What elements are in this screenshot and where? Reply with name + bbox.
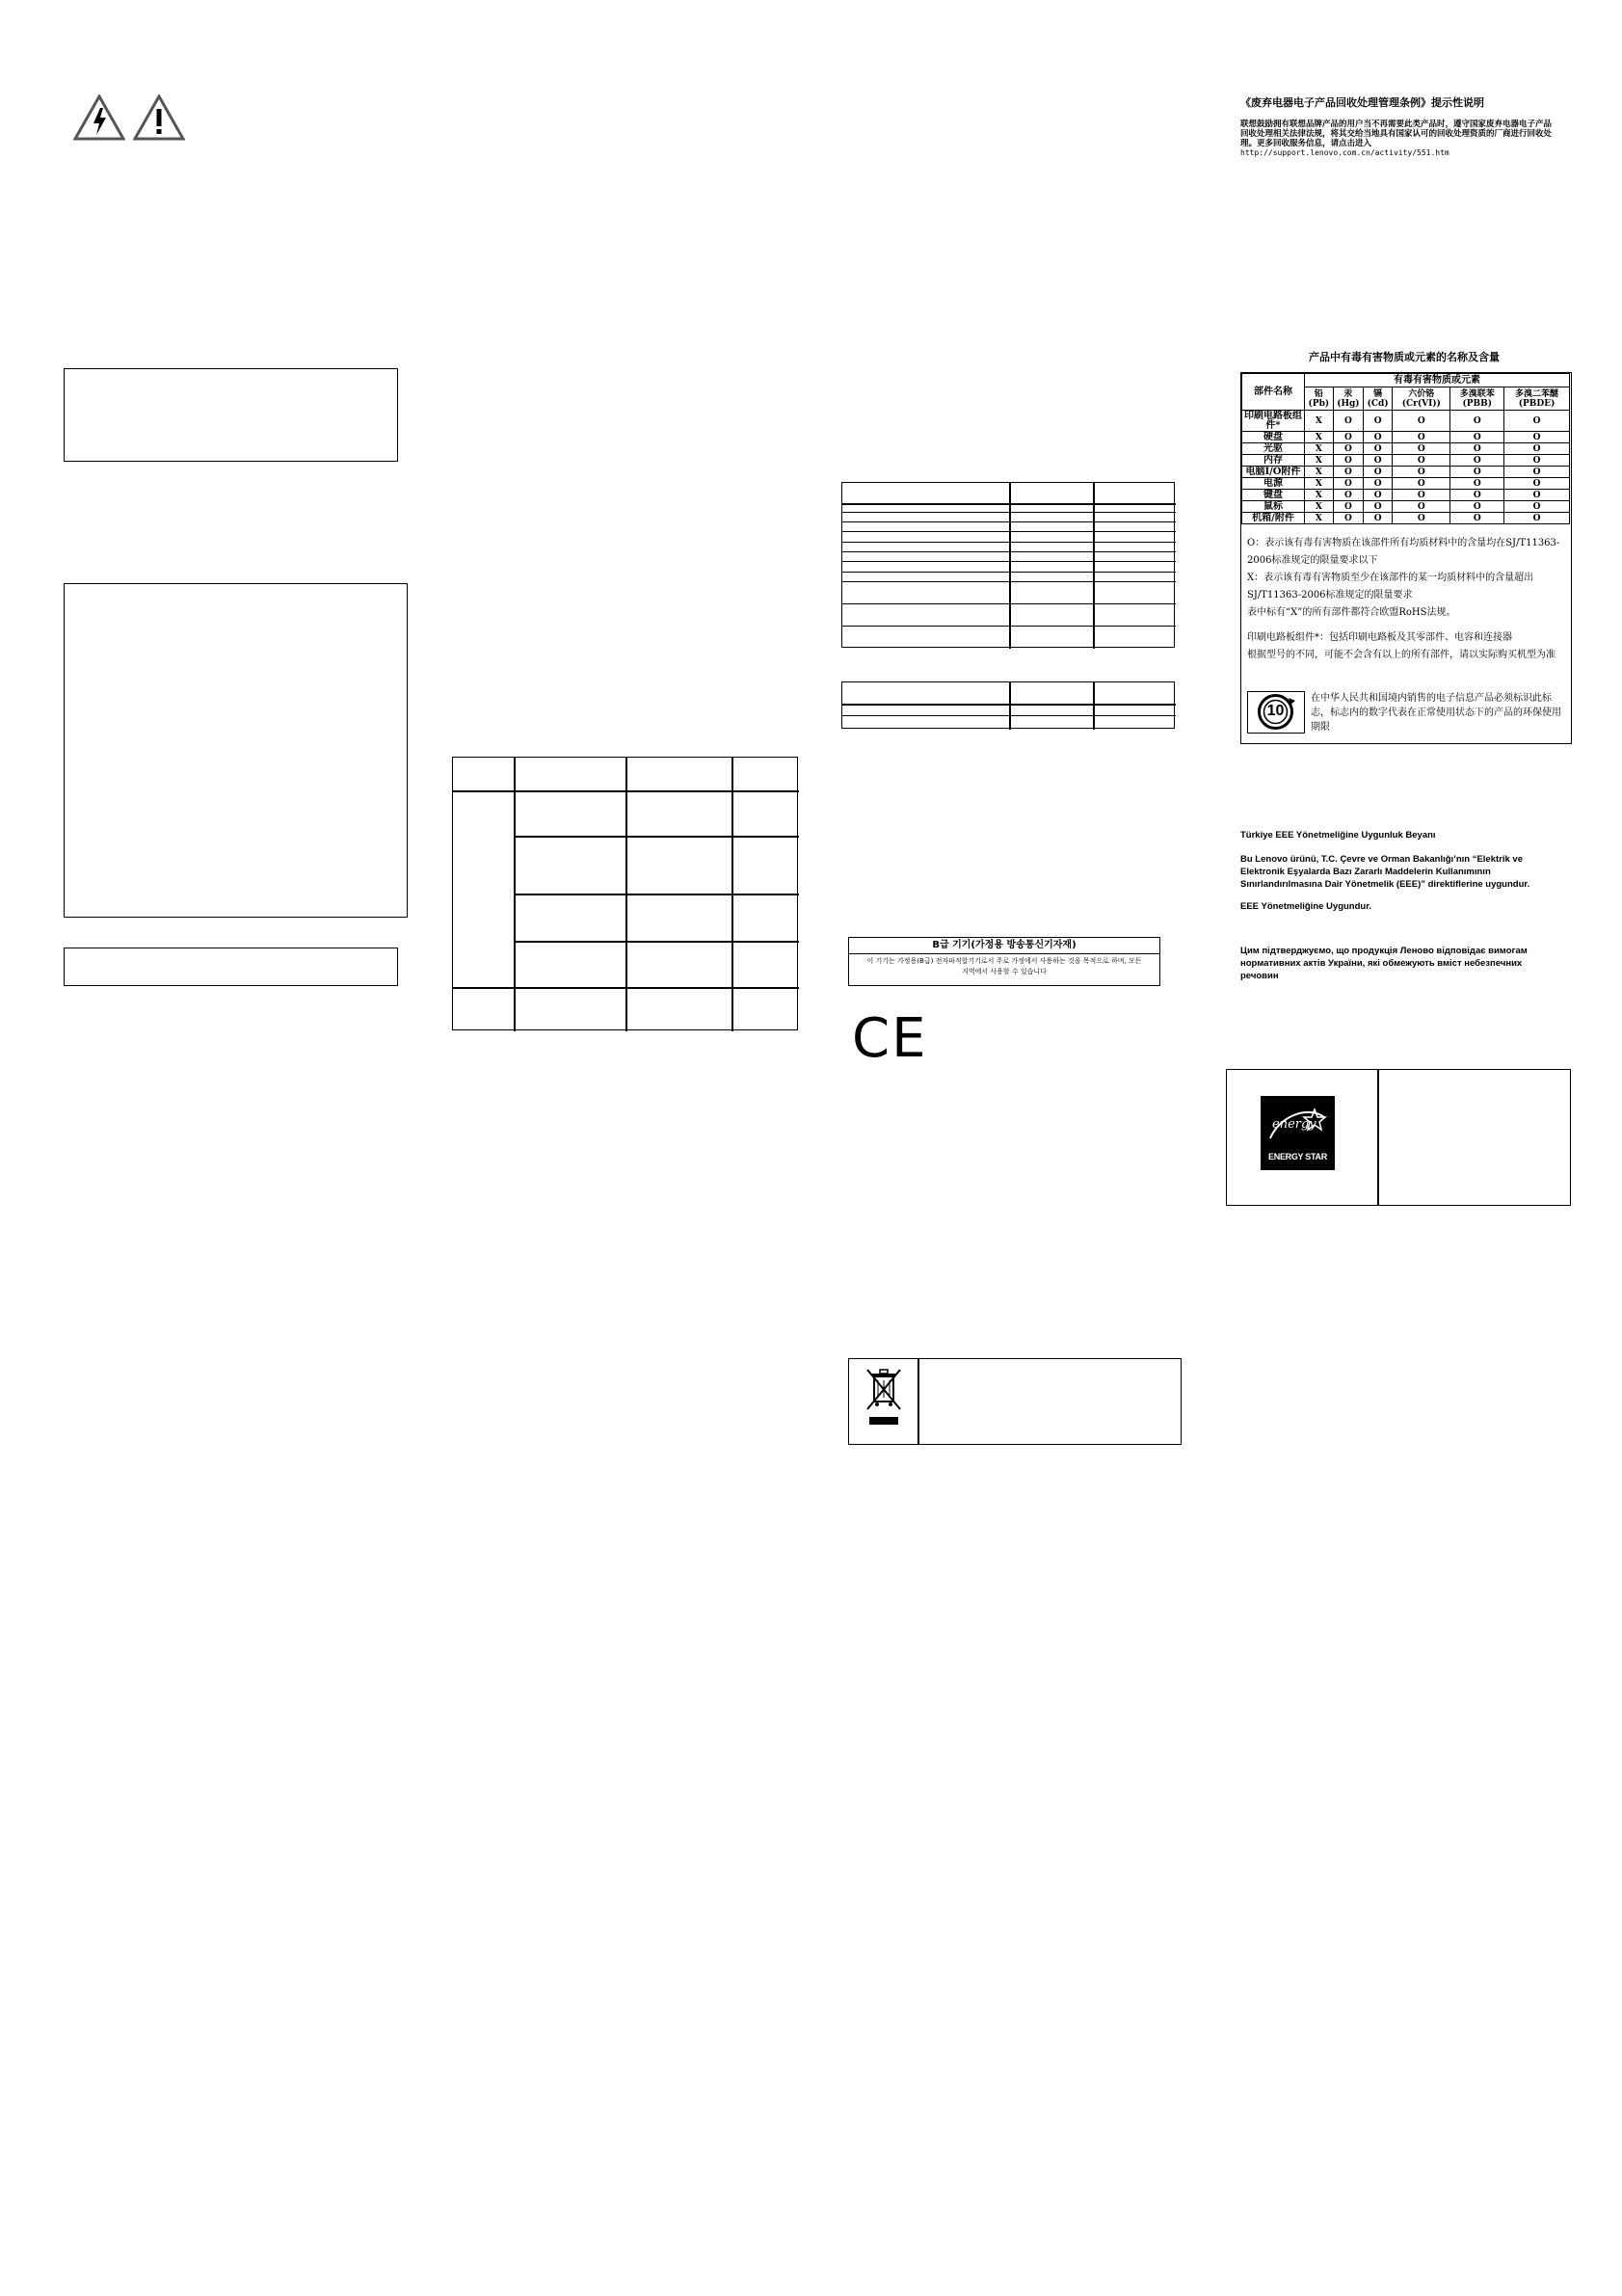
turkey-conform: EEE Yönetmeliğine Uygundur. — [1240, 901, 1372, 912]
rohs-row — [1242, 467, 1570, 478]
china-weee-title: 《废弃电器电子产品回收处理管理条例》提示性说明 — [1240, 96, 1484, 109]
rohs-note-o: O：表示该有毒有害物质在该部件所有均质材料中的含量均在SJ/T11363-2006标准规定的限量要求以下 — [1247, 538, 1560, 566]
rohs-value: O — [1504, 443, 1570, 455]
rohs-value: O — [1364, 432, 1393, 443]
rohs-value: X — [1305, 478, 1334, 490]
column2-table — [452, 757, 798, 1030]
rohs-value: O — [1450, 478, 1504, 490]
rohs-substance-header: 铅(Pb) — [1305, 387, 1334, 411]
rohs-note-rohs: 表中标有“X”的所有部件都符合欧盟RoHS法规。 — [1247, 607, 1456, 618]
column3-table-1 — [841, 482, 1175, 648]
rohs-value: O — [1333, 513, 1363, 524]
rohs-substance-header: 汞(Hg) — [1333, 387, 1363, 411]
rohs-value: O — [1333, 467, 1363, 478]
rohs-value: O — [1504, 432, 1570, 443]
rohs-part-name: 鼠标 — [1242, 501, 1305, 513]
energy-star-text: ENERGY STAR — [1268, 1152, 1327, 1161]
rohs-value: O — [1504, 490, 1570, 501]
weee-box — [848, 1358, 1182, 1445]
rohs-value: O — [1364, 478, 1393, 490]
rohs-value: O — [1333, 443, 1363, 455]
rohs-panel — [1240, 372, 1572, 744]
rohs-value: X — [1305, 411, 1334, 432]
rohs-value: O — [1333, 411, 1363, 432]
rohs-row — [1242, 455, 1570, 467]
efup-text: 在中华人民共和国境内销售的电子信息产品必须标识此标志，标志内的数字代表在正常使用状态下的产品的环保使用期限 — [1311, 693, 1561, 733]
turkey-title: Türkiye EEE Yönetmeliğine Uygunluk Beyanı — [1240, 830, 1436, 841]
rohs-value: O — [1364, 443, 1393, 455]
rohs-part-name: 光驱 — [1242, 443, 1305, 455]
rohs-value: O — [1450, 513, 1504, 524]
rohs-part-name: 机箱/附件 — [1242, 513, 1305, 524]
rohs-title: 产品中有毒有害物质或元素的名称及含量 — [1309, 351, 1500, 363]
ukraine-statement: Цим підтверджуємо, що продукція Леново відповідає вимогам нормативних актів України, які обмежують вміст небезпечних речовин — [1240, 946, 1528, 981]
turkey-body: Bu Lenovo ürünü, T.C. Çevre ve Orman Bakanlığı’nın “Elektrik ve Elektronik Eşyalarda Bazı Zararlı Maddelerin Kullanımının Sınırlandırılmasına Dair Yönetmelik (EEE)” direktiflerine uygundur. — [1240, 854, 1530, 890]
rohs-part-header: 部件名称 — [1242, 374, 1305, 411]
rohs-value: O — [1393, 455, 1450, 467]
rohs-value: O — [1393, 501, 1450, 513]
rohs-row — [1242, 411, 1570, 432]
rohs-value: O — [1450, 467, 1504, 478]
rohs-value: O — [1393, 490, 1450, 501]
rohs-row — [1242, 501, 1570, 513]
rohs-value: O — [1450, 490, 1504, 501]
rohs-value: O — [1450, 455, 1504, 467]
column3-table-2 — [841, 681, 1175, 729]
rohs-value: O — [1393, 443, 1450, 455]
rohs-value: O — [1393, 478, 1450, 490]
rohs-part-name: 内存 — [1242, 455, 1305, 467]
rohs-value: X — [1305, 443, 1334, 455]
rohs-value: O — [1364, 411, 1393, 432]
electric-shock-warning-icon — [73, 94, 125, 141]
korea-class-b-label — [848, 937, 1160, 986]
efup-number: 10 — [1266, 703, 1285, 719]
rohs-value: O — [1333, 455, 1363, 467]
rohs-value: O — [1393, 513, 1450, 524]
korea-body: 이 기기는 가정용(B급) 전자파적합기기로서 주로 가정에서 사용하는 것을 목적으로 하며, 모든 지역에서 사용할 수 있습니다 — [866, 957, 1142, 975]
china-weee-url: http://support.lenovo.com.cn/activity/551.htm — [1240, 148, 1449, 157]
rohs-substance-header: 六价铬 (Cr(VI)) — [1393, 387, 1450, 411]
rohs-value: X — [1305, 490, 1334, 501]
rohs-value: O — [1504, 455, 1570, 467]
rohs-value: X — [1305, 501, 1334, 513]
rohs-group-header: 有毒有害物质或元素 — [1305, 374, 1570, 387]
rohs-substance-header: 多溴二苯醚 (PBDE) — [1504, 387, 1570, 411]
rohs-value: O — [1364, 501, 1393, 513]
ce-mark-icon: CE — [852, 1007, 928, 1070]
efup-logo — [1247, 691, 1305, 734]
rohs-note-x: X：表示该有毒有害物质至少在该部件的某一均质材料中的含量超出SJ/T11363-2006标准规定的限量要求 — [1247, 573, 1534, 601]
china-weee-notice — [1240, 96, 1558, 158]
rohs-value: O — [1364, 455, 1393, 467]
rohs-value: O — [1393, 411, 1450, 432]
notice-box-1 — [64, 368, 398, 462]
rohs-row — [1242, 513, 1570, 524]
rohs-value: X — [1305, 513, 1334, 524]
rohs-value: O — [1450, 432, 1504, 443]
notice-box-2 — [64, 583, 408, 918]
crossed-out-bin-icon — [864, 1367, 903, 1432]
rohs-substance-header: 多溴联苯 (PBB) — [1450, 387, 1504, 411]
rohs-row — [1242, 490, 1570, 501]
rohs-value: O — [1504, 467, 1570, 478]
energy-script-text: energy — [1272, 1117, 1316, 1132]
rohs-value: X — [1305, 467, 1334, 478]
rohs-value: O — [1333, 432, 1363, 443]
rohs-value: X — [1305, 432, 1334, 443]
caution-warning-icon — [133, 94, 185, 141]
notice-box-3 — [64, 948, 398, 986]
rohs-value: O — [1450, 411, 1504, 432]
rohs-value: O — [1504, 501, 1570, 513]
rohs-value: O — [1504, 513, 1570, 524]
rohs-part-name: 电脑I/O附件 — [1242, 467, 1305, 478]
rohs-value: O — [1504, 411, 1570, 432]
rohs-value: O — [1333, 490, 1363, 501]
rohs-substance-header: 镉(Cd) — [1364, 387, 1393, 411]
rohs-value: X — [1305, 455, 1334, 467]
rohs-part-name: 硬盘 — [1242, 432, 1305, 443]
rohs-row — [1242, 432, 1570, 443]
rohs-part-name: 电源 — [1242, 478, 1305, 490]
rohs-value: O — [1364, 490, 1393, 501]
rohs-part-name: 印刷电路板组件* — [1242, 411, 1305, 432]
rohs-value: O — [1364, 513, 1393, 524]
rohs-value: O — [1333, 478, 1363, 490]
rohs-value: O — [1393, 467, 1450, 478]
rohs-value: O — [1333, 501, 1363, 513]
rohs-note-pcb: 印刷电路板组件*：包括印刷电路板及其零部件、电容和连接器 — [1247, 632, 1512, 643]
china-weee-body: 联想鼓励拥有联想品牌产品的用户当不再需要此类产品时，遵守国家废弃电器电子产品回收处理相关法律法规，将其交给当地具有国家认可的回收处理资质的厂商进行回收处理。更多回收服务信息，请点击进入 — [1240, 120, 1553, 148]
rohs-value: O — [1504, 478, 1570, 490]
rohs-table — [1241, 373, 1570, 524]
rohs-value: O — [1450, 501, 1504, 513]
energy-star-logo — [1261, 1096, 1335, 1170]
turkey-section — [1240, 829, 1564, 913]
rohs-row — [1242, 478, 1570, 490]
energy-star-box — [1226, 1069, 1571, 1206]
rohs-value: O — [1450, 443, 1504, 455]
rohs-value: O — [1393, 432, 1450, 443]
rohs-value: O — [1364, 467, 1393, 478]
rohs-row — [1242, 443, 1570, 455]
korea-title: B급 기기(가정용 방송통신기자재) — [849, 938, 1159, 954]
rohs-part-name: 键盘 — [1242, 490, 1305, 501]
rohs-note-config: 根据型号的不同，可能不会含有以上的所有部件，请以实际购买机型为准 — [1247, 650, 1556, 660]
